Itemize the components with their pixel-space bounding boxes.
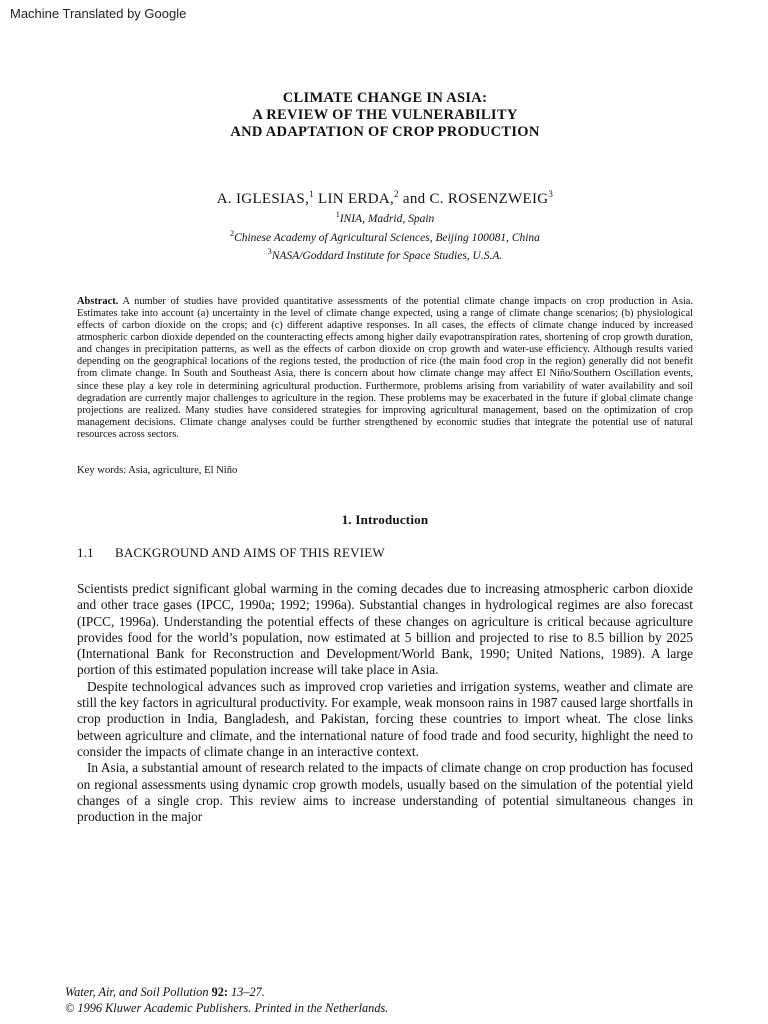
affiliation-sup: 3 [267,247,272,257]
affiliation [77,208,693,227]
affiliation [77,227,693,246]
title-line: CLIMATE CHANGE IN ASIA: [282,90,488,106]
affiliation-sup: 2 [230,228,235,238]
author-sup: 1 [309,189,314,199]
author-list [77,185,693,208]
paper-page [77,90,693,825]
journal-footer [65,984,388,1016]
author: LIN ERDA, [313,191,395,207]
affiliations [77,208,693,264]
keywords: Key words: Asia, agriculture, El Niño [77,465,238,476]
abstract-label: Abstract. [77,295,119,307]
title-line: AND ADAPTATION OF CROP PRODUCTION [230,124,540,140]
journal-name: Water, Air, and Soil Pollution [65,985,212,999]
journal-volume: 92: [211,985,228,999]
body-text [77,581,693,825]
author: A. IGLESIAS, [216,191,310,207]
journal-pages: 13–27. [227,985,265,999]
subsection-heading [77,545,693,561]
paragraph: Despite technological advances such as improved crop varieties and irrigation systems, weather and climate are still the key factors in agricultural productivity. For example, weak monsoon rains in 1987 caused large shortfalls in crop production in India, Bangladesh, and Pakistan, forcing these countries to import wheat. The close links between agriculture and climate, and the international nature of food trade and food security, highlight the need to consider the impacts of climate change in an interactive context. [77,678,693,759]
abstract-text: A number of studies have provided quantitative assessments of the potential climate change impacts on crop production in Asia. Estimates take into account (a) uncertainty in the level of climate change expected, using a range of climate change scenarios; (b) physiological effects of carbon dioxide on the crops; and (c) different adaptive responses. In all cases, the effects of climate change induced by increased atmospheric carbon dioxide depended on the counteracting effects among higher daily evapotranspiration rates, shortening of crop growth duration, and changes in precipitation patterns, as well as the effects of carbon dioxide on crop growth and water-use efficiency. Although results varied depending on the geographical locations of the regions tested, the production of rice (the main food crop in the region) generally did not benefit from climate change. In South and Southeast Asia, there is concern about how climate change may affect El Niño/Southern Oscillation events, since these play a key role in determining agricultural production. Furthermore, problems arising from variability of water availability and soil degradation are currently major challenges to agriculture in the region. These problems may be exacerbated in the future if global climate change projections are realized. Many studies have considered strategies for improving agricultural management, based on the optimization of crop management decisions. Climate change analyses could be further strengthened by economic studies that integrate the potential use of natural resources across sectors. [77,295,693,440]
affiliation-text: NASA/Goddard Institute for Space Studies, U.S.A. [271,250,503,263]
translation-banner: Machine Translated by Google [10,6,187,21]
paragraph: Scientists predict significant global warming in the coming decades due to increasing atmospheric carbon dioxide and other trace gases (IPCC, 1990a; 1992; 1996a). Substantial changes in hydrological regimes are also forecast (IPCC, 1996a). Understanding the potential effects of these changes on agriculture is critical because agriculture provides food for the world’s population, now estimated at 5 billion and projected to rise to 8.5 billion by 2025 (International Bank for Reconstruction and Development/World Bank, 1990; United Nations, 1989). A large portion of this estimated population increase will take place in Asia. [77,581,693,678]
author-sup: 2 [394,189,399,199]
title-line: A REVIEW OF THE VULNERABILITY [252,107,518,123]
copyright-line: © 1996 Kluwer Academic Publishers. Printed in the Netherlands. [65,1001,389,1015]
subsection-title: BACKGROUND AND AIMS OF THIS REVIEW [115,545,385,560]
paragraph: In Asia, a substantial amount of research related to the impacts of climate change on crop production has focused on regional assessments using dynamic crop growth models, usually based on the simulation of the potential yield changes of a single crop. This review aims to increase understanding of potential simultaneous changes in production in the major [77,760,693,825]
abstract [77,296,693,441]
citation-line [65,984,388,1000]
author-sup: 3 [548,189,554,199]
author: and C. ROSENZWEIG [398,191,549,207]
section-heading: 1. Introduction [341,512,429,527]
affiliation-sup: 1 [335,210,340,219]
affiliation-text: INIA, Madrid, Spain [339,212,435,225]
subsection-number: 1.1 [77,545,94,560]
affiliation [77,245,693,264]
paper-title [77,90,693,141]
affiliation-text: Chinese Academy of Agricultural Sciences, Beijing 100081, China [234,231,540,244]
